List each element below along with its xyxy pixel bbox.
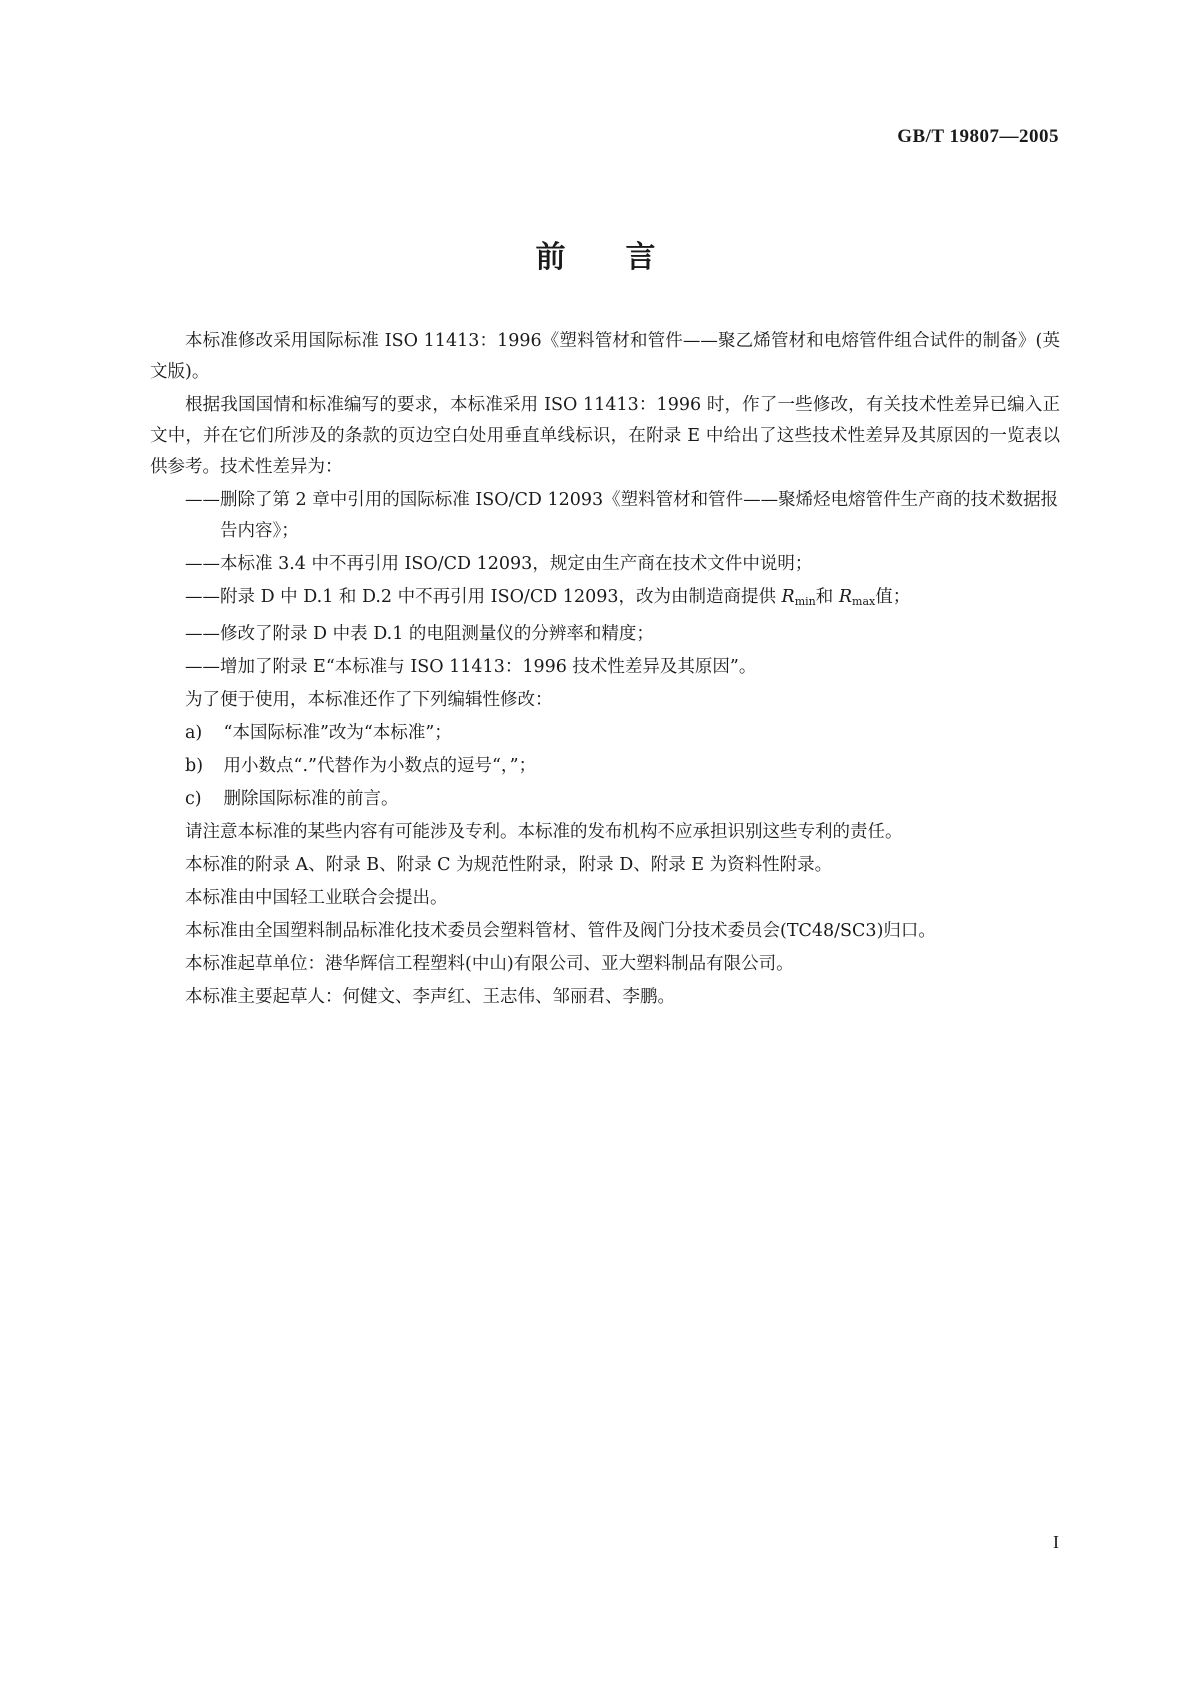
paragraph-adoption: 本标准修改采用国际标准 ISO 11413：1996《塑料管材和管件——聚乙烯管材和电熔管件组合试件的制备》(英文版)。 — [150, 331, 1060, 382]
r-symbol: R — [781, 587, 795, 607]
list-marker: a) — [185, 723, 203, 743]
paragraph-proposer: 本标准由中国轻工业联合会提出。 — [185, 888, 448, 908]
dash3-prefix: ——附录 D 中 D.1 和 D.2 中不再引用 ISO/CD 12093，改为由制造商提供 — [185, 587, 782, 607]
list-item-c — [150, 784, 1060, 815]
dash-item-4 — [150, 619, 1060, 650]
paragraph-drafting-units: 本标准起草单位：港华辉信工程塑料(中山)有限公司、亚大塑料制品有限公司。 — [185, 954, 794, 974]
dash-item-5 — [150, 652, 1060, 683]
r-symbol: R — [838, 587, 853, 607]
list-item-b — [150, 751, 1060, 782]
dash3-suffix: 值； — [875, 587, 911, 607]
dash-item-text: ——增加了附录 E“本标准与 ISO 11413：1996 技术性差异及其原因”。 — [185, 657, 757, 677]
dash-item-text: ——修改了附录 D 中表 D.1 的电阻测量仪的分辨率和精度； — [185, 624, 654, 644]
paragraph-committee: 本标准由全国塑料制品标准化技术委员会塑料管材、管件及阀门分技术委员会(TC48/SC3)归口。 — [185, 921, 936, 941]
dash-item-2 — [150, 549, 1060, 580]
page-title: 前言 — [535, 240, 716, 275]
list-item-text: “本国际标准”改为“本标准”； — [223, 723, 452, 743]
paragraph-annexes: 本标准的附录 A、附录 B、附录 C 为规范性附录，附录 D、附录 E 为资料性附录。 — [185, 855, 833, 875]
list-item-a — [150, 718, 1060, 749]
dash3-and: 和 — [815, 587, 839, 607]
paragraph-modifications: 根据我国国情和标准编写的要求，本标准采用 ISO 11413：1996 时，作了一些修改，有关技术性差异已编入正文中，并在它们所涉及的条款的页边空白处用垂直单线标识，在附录 E 中给出了这些技术性差异及其原因的一览表以供参考。技术性差异为： — [150, 395, 1060, 477]
standard-code: GB/T 19807—2005 — [897, 126, 1059, 147]
list-marker: c) — [185, 789, 202, 809]
dash-item-text — [185, 582, 1060, 617]
foreword-body — [150, 326, 1060, 1015]
paragraph-drafters: 本标准主要起草人：何健文、李声红、王志伟、邹丽君、李鹏。 — [185, 987, 675, 1007]
paragraph-editorial: 为了便于使用，本标准还作了下列编辑性修改： — [185, 690, 553, 710]
dash-item-3 — [150, 582, 1060, 617]
list-item-text: 用小数点“.”代替作为小数点的逗号“，”； — [223, 756, 537, 776]
min-subscript: min — [794, 595, 816, 608]
dash-item-text: ——删除了第 2 章中引用的国际标准 ISO/CD 12093《塑料管材和管件——聚烯烃电熔管件生产商的技术数据报告内容》； — [185, 490, 1059, 541]
max-subscript: max — [852, 595, 876, 608]
dash-item-text: ——本标准 3.4 中不再引用 ISO/CD 12093，规定由生产商在技术文件中说明； — [185, 554, 813, 574]
list-marker: b) — [185, 756, 204, 776]
list-item-text: 删除国际标准的前言。 — [223, 789, 399, 809]
page-number: I — [1053, 1532, 1059, 1552]
dash-item-1 — [150, 485, 1060, 547]
paragraph-patent: 请注意本标准的某些内容有可能涉及专利。本标准的发布机构不应承担识别这些专利的责任。 — [185, 822, 903, 842]
